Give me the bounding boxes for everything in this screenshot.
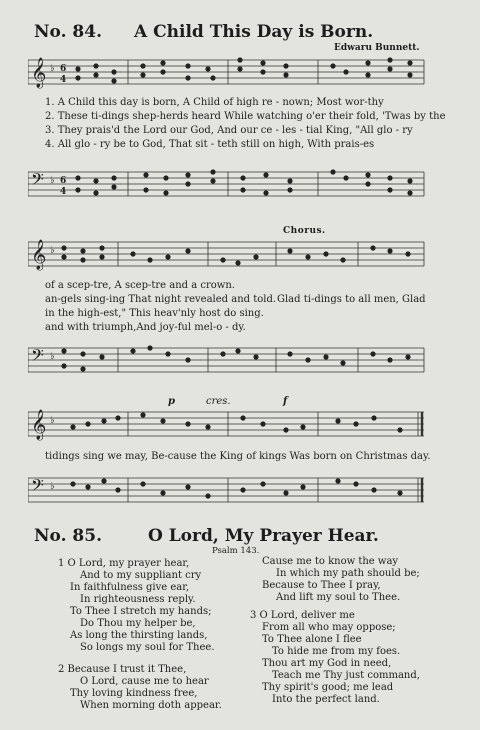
staff-system-1-treble [28, 54, 428, 94]
svg-text:𝄞: 𝄞 [31, 240, 47, 270]
svg-text:6: 6 [60, 64, 67, 74]
svg-text:𝄞: 𝄞 [31, 410, 47, 440]
hymn-85-col1-line-10: 2 Because I trust it Thee, [58, 664, 187, 675]
svg-text:♭: ♭ [50, 245, 55, 256]
hymn-85-col2-line-7: From all who may oppose; [262, 622, 396, 633]
verse-3-line-b: in the high-est," This heav'nly host do sing. [45, 308, 264, 319]
hymn-85-col1-line-1: 1 O Lord, my prayer hear, [58, 558, 190, 569]
hymn-85-col1-line-4: In righteousness reply. [80, 594, 196, 605]
hymn-85-col1-line-2: And to my suppliant cry [80, 570, 202, 581]
staff-system-1-bass [28, 166, 428, 206]
hymn-85-col2-line-9: To hide me from my foes. [272, 646, 401, 657]
staff-system-2-treble [28, 236, 428, 276]
hymn-85-col1-line-3: In faithfulness give ear, [70, 582, 190, 593]
hymn-85-col1-line-8: So longs my soul for Thee. [80, 642, 215, 653]
verse-4-line-a: 4. All glo - ry be to God, That sit - teth still on high, With prais-es [45, 139, 375, 150]
svg-text:𝄢: 𝄢 [31, 169, 44, 193]
svg-text:4: 4 [60, 75, 67, 85]
hymn-85-col1-line-11: O Lord, cause me to hear [80, 676, 209, 687]
hymn-85-col1-line-12: Thy loving kindness free, [70, 688, 198, 699]
svg-text:𝄢: 𝄢 [31, 475, 44, 499]
verse-3-line-a: 3. They prais'd the Lord our God, And our ce - les - tial King, "All glo - ry [45, 125, 413, 136]
hymn-85-col2-line-3: Because to Thee I pray, [262, 580, 381, 591]
svg-text:4: 4 [60, 187, 67, 197]
hymn-84-composer: Edwaru Bunnett. [334, 43, 420, 53]
verse-2-line-b: an-gels sing-ing That night revealed and told. [45, 294, 277, 305]
svg-text:6: 6 [60, 176, 67, 186]
svg-text:♭: ♭ [50, 481, 55, 492]
hymn-85-col2-line-13: Into the perfect land. [272, 694, 380, 705]
hymn-84-number: No. 84. [34, 22, 102, 42]
hymn-85-col1-line-5: To Thee I stretch my hands; [70, 606, 212, 617]
svg-text:♭: ♭ [50, 351, 55, 362]
hymn-85-col2-line-11: Teach me Thy just command, [272, 670, 420, 681]
hymn-85-number: No. 85. [34, 526, 102, 546]
staff-system-3-treble [28, 406, 428, 446]
hymn-85-col2-line-2: In which my path should be; [276, 568, 420, 579]
hymn-85-col1-line-7: As long the thirsting lands, [70, 630, 208, 641]
hymn-85-col2-line-6: 3 O Lord, deliver me [250, 610, 355, 621]
svg-text:♭: ♭ [50, 415, 55, 426]
verse-2-line-a: 2. These ti-dings shep-herds heard While watching o'er their fold, 'Twas by the [45, 111, 446, 122]
dynamic-crescendo: cres. [206, 396, 231, 407]
staff-system-3-bass [28, 472, 428, 512]
verse-4-line-b: and with triumph,And joy-ful mel-o - dy. [45, 322, 246, 333]
hymn-85-col2-line-1: Cause me to know the way [262, 556, 399, 567]
verse-1-line-a: 1. A Child this day is born, A Child of high re - nown; Most wor-thy [45, 97, 384, 108]
verse-1-line-b: of a scep-tre, A scep-tre and a crown. [45, 280, 235, 291]
staff-system-2-bass [28, 342, 428, 382]
hymn-85-col1-line-6: Do Thou my helper be, [80, 618, 196, 629]
hymn-85-source: Psalm 143. [212, 546, 260, 556]
svg-text:♭: ♭ [50, 175, 55, 186]
dynamic-forte: f [283, 396, 288, 407]
chorus-label: Chorus. [283, 226, 326, 236]
hymn-85-col2-line-4: And lift my soul to Thee. [276, 592, 401, 603]
chorus-line-1: Glad ti-dings to all men, Glad [277, 294, 426, 305]
hymn-85-col2-line-10: Thou art my God in need, [262, 658, 392, 669]
hymn-85-col2-line-8: To Thee alone I flee [262, 634, 362, 645]
svg-text:𝄞: 𝄞 [31, 58, 47, 88]
svg-text:♭: ♭ [50, 63, 55, 74]
hymn-85-col1-line-13: When morning doth appear. [80, 700, 222, 711]
svg-text:𝄢: 𝄢 [31, 345, 44, 369]
hymn-84-title: A Child This Day is Born. [134, 22, 374, 42]
hymn-85-col2-line-12: Thy spirit's good; me lead [262, 682, 394, 693]
dynamic-piano: p [168, 396, 175, 407]
hymn-85-title: O Lord, My Prayer Hear. [148, 526, 379, 546]
chorus-line-2: tidings sing we may, Be-cause the King of kings Was born on Christmas day. [45, 451, 431, 462]
